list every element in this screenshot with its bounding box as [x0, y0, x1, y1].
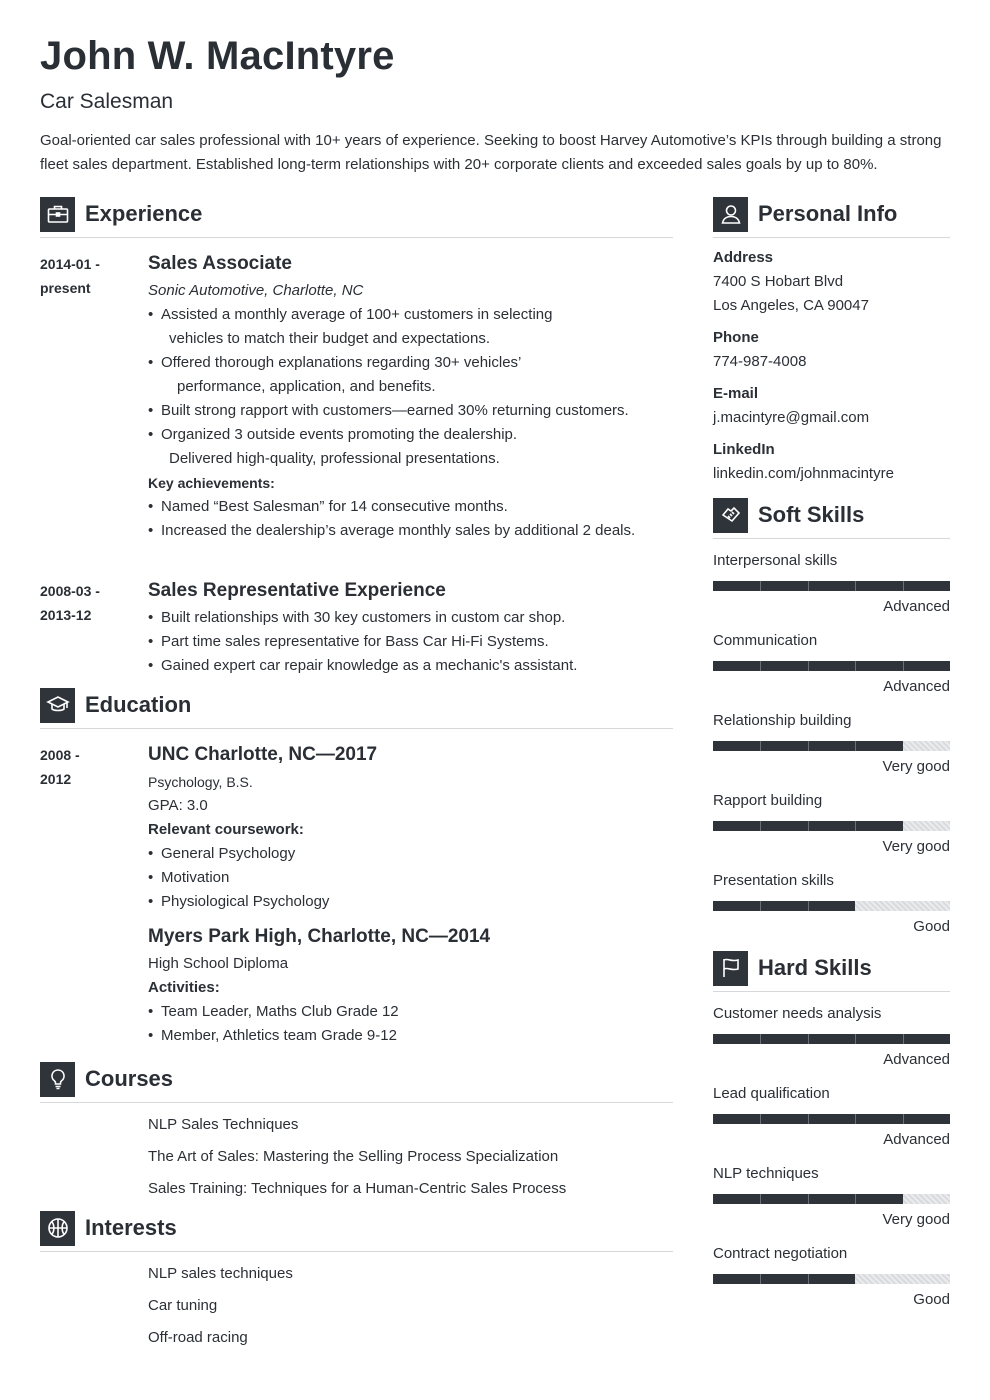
- skill-bar-divider: [855, 1194, 856, 1204]
- skill-bar-divider: [808, 581, 809, 591]
- skill-bar: [713, 1114, 950, 1124]
- candidate-name: John W. MacIntyre: [40, 34, 395, 78]
- skill-bar-divider: [760, 661, 761, 671]
- date-end: 2012: [40, 771, 72, 787]
- lightbulb-icon: [40, 1062, 75, 1097]
- skill-name: Presentation skills: [713, 872, 834, 889]
- entry-body: [148, 743, 673, 1048]
- job-title: Car Salesman: [40, 90, 174, 113]
- education-entry: [40, 743, 673, 1048]
- skill-name: Rapport building: [713, 792, 823, 809]
- experience-entry: [40, 252, 673, 543]
- skill-bar-divider: [855, 1114, 856, 1124]
- education-title: Education: [85, 692, 192, 717]
- skill-bar-fill: [713, 901, 855, 911]
- list-item: • Member, Athletics team Grade 9-12: [148, 1024, 673, 1048]
- skill-name: NLP techniques: [713, 1165, 819, 1182]
- soft-skills-header: [713, 496, 950, 539]
- skill-bar-divider: [760, 1194, 761, 1204]
- school-title: UNC Charlotte, NC—2017: [148, 744, 378, 765]
- date-end: 2013-12: [40, 607, 92, 623]
- entry-body: [148, 252, 673, 543]
- skill-level: Advanced: [883, 598, 950, 615]
- education-section: [40, 686, 673, 1048]
- handshake-icon: [713, 498, 748, 533]
- skill-bar: [713, 1034, 950, 1044]
- skill-bar: [713, 1274, 950, 1284]
- skill-item: [713, 789, 950, 859]
- list-item: The Art of Sales: Mastering the Selling Process Specialization: [148, 1148, 559, 1165]
- school-title: Myers Park High, Charlotte, NC—2014: [148, 926, 491, 947]
- courses-header: [40, 1060, 673, 1103]
- skill-level: Advanced: [883, 1051, 950, 1068]
- list-item: • Physiological Psychology: [148, 890, 673, 914]
- right-column: [713, 195, 950, 1312]
- phone-value: 774-987-4008: [713, 353, 807, 370]
- linkedin-value: linkedin.com/johnmacintyre: [713, 465, 894, 482]
- hard-skills-section: [713, 949, 950, 1312]
- skill-level: Good: [913, 918, 950, 935]
- skill-bar-divider: [855, 1034, 856, 1044]
- address-line2: Los Angeles, CA 90047: [713, 297, 869, 314]
- list-item: • Named “Best Salesman” for 14 consecutive months.: [148, 495, 673, 519]
- experience-title: Experience: [85, 201, 203, 226]
- skill-item: [713, 1162, 950, 1232]
- briefcase-icon: [40, 197, 75, 232]
- skill-bar-divider: [855, 741, 856, 751]
- date-start: 2008 -: [40, 747, 80, 763]
- skill-bar: [713, 661, 950, 671]
- personal-info-section: [713, 195, 950, 486]
- soft-skills-section: [713, 496, 950, 939]
- user-icon: [713, 197, 748, 232]
- skill-bar-fill: [713, 581, 950, 591]
- skill-bar-divider: [808, 1194, 809, 1204]
- interests-title: Interests: [85, 1215, 177, 1240]
- skill-bar-divider: [760, 1274, 761, 1284]
- skill-bar: [713, 581, 950, 591]
- activities-list: [148, 1000, 673, 1048]
- skill-item: [713, 549, 950, 619]
- interests-section: [40, 1209, 673, 1354]
- interests-list: [148, 1258, 673, 1354]
- skill-bar: [713, 821, 950, 831]
- achievement-bullets: [148, 495, 673, 543]
- date-end: present: [40, 280, 91, 296]
- date-start: 2008-03 -: [40, 583, 100, 599]
- skill-bar-divider: [855, 581, 856, 591]
- experience-header: [40, 195, 673, 238]
- soft-skills-list: [713, 549, 950, 939]
- soft-skills-title: Soft Skills: [758, 502, 865, 527]
- skill-bar-divider: [903, 581, 904, 591]
- gpa: GPA: 3.0: [148, 797, 208, 814]
- skill-bar-fill: [713, 1034, 950, 1044]
- list-item: • Offered thorough explanations regarding 30+ vehicles’ performance, application, and benefits.: [148, 351, 673, 399]
- list-item: • Assisted a monthly average of 100+ customers in selecting vehicles to match their budget and expectations.: [148, 303, 673, 351]
- achievements-label: Key achievements:: [148, 475, 275, 491]
- list-item: • Built relationships with 30 key customers in custom car shop.: [148, 606, 673, 630]
- skill-level: Very good: [882, 838, 950, 855]
- education-header: [40, 686, 673, 729]
- phone-label: Phone: [713, 329, 759, 346]
- experience-entry: [40, 579, 673, 678]
- basketball-icon: [40, 1211, 75, 1246]
- entry-title: Sales Representative Experience: [148, 580, 446, 601]
- degree: High School Diploma: [148, 955, 289, 972]
- skill-bar-divider: [760, 901, 761, 911]
- hard-skills-header: [713, 949, 950, 992]
- skill-level: Very good: [882, 1211, 950, 1228]
- list-item: Sales Training: Techniques for a Human-Centric Sales Process: [148, 1180, 567, 1197]
- skill-name: Relationship building: [713, 712, 852, 729]
- skill-bar-divider: [760, 821, 761, 831]
- linkedin-label: LinkedIn: [713, 441, 775, 458]
- email-value: j.macintyre@gmail.com: [713, 409, 870, 426]
- skill-bar-divider: [903, 1114, 904, 1124]
- list-item: • General Psychology: [148, 842, 673, 866]
- skill-level: Advanced: [883, 1131, 950, 1148]
- left-column: [40, 195, 673, 1354]
- entry-date: [40, 252, 148, 543]
- list-item: • Motivation: [148, 866, 673, 890]
- entry-bullets: [148, 606, 673, 678]
- interests-header: [40, 1209, 673, 1252]
- skill-bar-divider: [855, 661, 856, 671]
- entry-company: Sonic Automotive, Charlotte, NC: [148, 282, 364, 299]
- skill-level: Good: [913, 1291, 950, 1308]
- address-line1: 7400 S Hobart Blvd: [713, 273, 844, 290]
- skill-level: Very good: [882, 758, 950, 775]
- skill-name: Communication: [713, 632, 818, 649]
- skill-item: [713, 1002, 950, 1072]
- skill-bar-divider: [808, 1114, 809, 1124]
- skill-name: Interpersonal skills: [713, 552, 838, 569]
- email-label: E-mail: [713, 385, 759, 402]
- list-item: • Built strong rapport with customers—earned 30% returning customers.: [148, 399, 673, 423]
- skill-bar: [713, 741, 950, 751]
- skill-bar-divider: [808, 661, 809, 671]
- activities-label: Activities:: [148, 979, 220, 996]
- skill-bar-divider: [903, 1034, 904, 1044]
- skill-item: [713, 869, 950, 939]
- skill-level: Advanced: [883, 678, 950, 695]
- skill-bar-divider: [808, 1034, 809, 1044]
- list-item: • Gained expert car repair knowledge as a mechanic's assistant.: [148, 654, 673, 678]
- skill-bar: [713, 901, 950, 911]
- skill-bar-fill: [713, 1274, 855, 1284]
- list-item: • Increased the dealership’s average monthly sales by additional 2 deals.: [148, 519, 673, 543]
- list-item: NLP sales techniques: [148, 1265, 293, 1282]
- skill-bar-divider: [855, 821, 856, 831]
- skill-bar-divider: [808, 901, 809, 911]
- graduation-cap-icon: [40, 688, 75, 723]
- entry-body: [148, 579, 673, 678]
- skill-bar-divider: [760, 1034, 761, 1044]
- flag-icon: [713, 951, 748, 986]
- entry-date: [40, 579, 148, 678]
- list-item: • Part time sales representative for Bass Car Hi-Fi Systems.: [148, 630, 673, 654]
- skill-bar-divider: [760, 741, 761, 751]
- courses-title: Courses: [85, 1066, 174, 1091]
- courses-section: [40, 1060, 673, 1205]
- entry-date: [40, 743, 148, 1048]
- degree: Psychology, B.S.: [148, 774, 253, 790]
- list-item: • Team Leader, Maths Club Grade 12: [148, 1000, 673, 1024]
- date-start: 2014-01 -: [40, 256, 100, 272]
- skill-bar-divider: [903, 661, 904, 671]
- hard-skills-title: Hard Skills: [758, 955, 872, 980]
- list-item: NLP Sales Techniques: [148, 1116, 299, 1133]
- skill-bar-divider: [760, 581, 761, 591]
- skill-item: [713, 709, 950, 779]
- skill-bar-fill: [713, 1114, 950, 1124]
- skill-bar-fill: [713, 661, 950, 671]
- skill-item: [713, 1082, 950, 1152]
- entry-bullets: [148, 303, 673, 471]
- list-item: • Organized 3 outside events promoting the dealership. Delivered high-quality, professional presentations.: [148, 423, 673, 471]
- skill-bar-divider: [808, 1274, 809, 1284]
- experience-section: [40, 195, 673, 678]
- coursework-label: Relevant coursework:: [148, 821, 304, 838]
- courses-list: [148, 1109, 673, 1205]
- personal-info-header: [713, 195, 950, 238]
- address-label: Address: [713, 249, 774, 266]
- skill-item: [713, 629, 950, 699]
- skill-bar-divider: [808, 741, 809, 751]
- skill-name: Lead qualification: [713, 1085, 830, 1102]
- skill-bar-divider: [760, 1114, 761, 1124]
- skill-item: [713, 1242, 950, 1312]
- hard-skills-list: [713, 1002, 950, 1312]
- skill-name: Customer needs analysis: [713, 1005, 882, 1022]
- summary: Goal-oriented car sales professional with 10+ years of experience. Seeking to boost Harvey Automotive’s KPIs through building a strong fleet sales department. Established long-term relationships with 20+ corporate clients and exceeded sales goals by up to 80%.: [40, 132, 942, 173]
- personal-info-body: [713, 246, 950, 486]
- skill-bar-divider: [808, 821, 809, 831]
- skill-name: Contract negotiation: [713, 1245, 848, 1262]
- personal-info-title: Personal Info: [758, 201, 898, 226]
- skill-bar: [713, 1194, 950, 1204]
- entry-title: Sales Associate: [148, 253, 292, 274]
- list-item: Car tuning: [148, 1297, 218, 1314]
- list-item: Off-road racing: [148, 1329, 248, 1346]
- coursework-list: [148, 842, 673, 914]
